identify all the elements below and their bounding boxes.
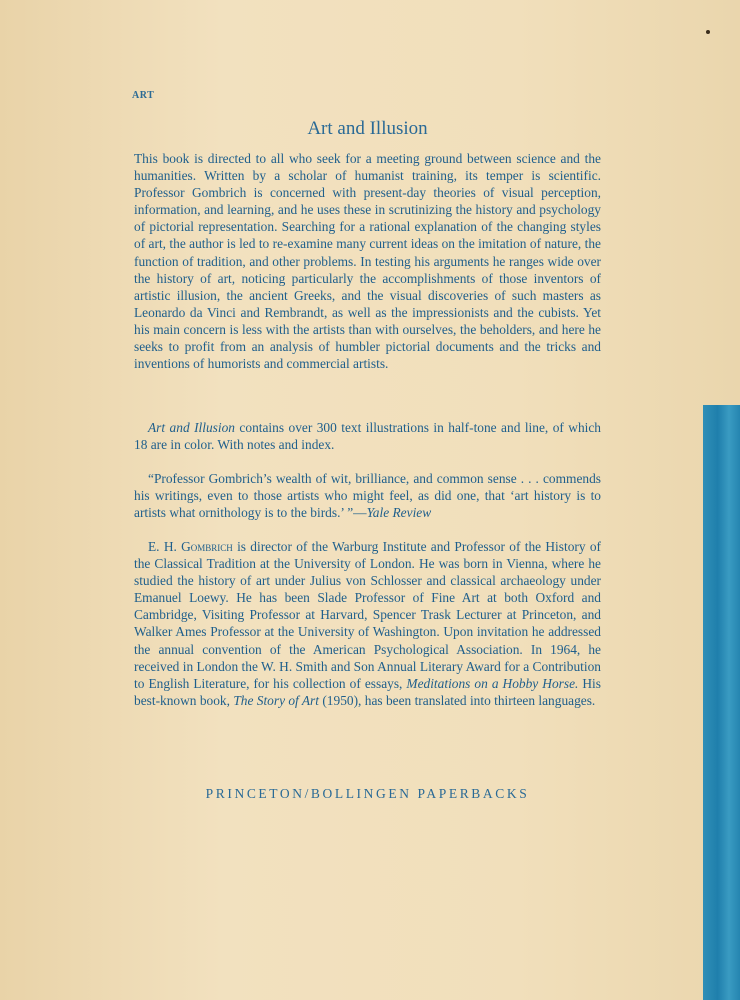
book-description: This book is directed to all who seek for a meeting ground between science and the humanities. Written by a scholar of humanist training, its temper is scientific. Professor Gombrich is concerned with present-day theories of visual perception, information, and learning, and he uses these in scrutinizing the history and psychology of pictorial representation. Searching for a rational explanation of the changing styles of art, the author is led to re-examine many current ideas on the imitation of nature, the function of tradition, and other problems. In testing his arguments he ranges wide over the history of art, noticing particularly the accomplishments of those inventors of artistic illusion, the ancient Greeks, and the visual discoveries of such masters as Leonardo da Vinci and Rembrandt, as well as the impressionists and the cubists. Yet his main concern is less with the artists than with ourselves, the beholders, and here he seeks to profit from an analysis of humbler pictorial documents and the tricks and inventions of humorists and commercial artists. (134, 151, 601, 372)
contents-book-title: Art and Illusion (148, 420, 235, 435)
quote-text: “Professor Gombrich’s wealth of wit, brilliance, and common sense . . . commends his writings, even to those artists who might feel, as did one, that ‘art history is to artists what ornithology is to the birds.’ ”— (134, 471, 601, 521)
author-bio (134, 538, 601, 709)
author-name: E. H. Gombrich (148, 539, 233, 554)
bio-book-1: Meditations on a Hobby Horse. (406, 675, 579, 691)
bio-book-2: The Story of Art (233, 692, 319, 708)
bio-text-1: is director of the Warburg Institute and Professor of the History of the Classical Tradition at the University of London. He was born in Vienna, where he studied the history of art under Julius von Schlosser and classical archaeology under Emanuel Loewy. He has been Slade Professor of Fine Art at both Oxford and Cambridge, Visiting Professor at Harvard, Spencer Trask Lecturer at Princeton, and Walker Ames Professor at the University of Washington. Upon invitation he addressed the annual convention of the American Psychological Association. In 1964, he received in London the W. H. Smith and Son Annual Literary Award for a Contribution to English Literature, for his collection of essays, (134, 539, 601, 691)
paper-speck (706, 30, 710, 34)
publisher-imprint: PRINCETON/BOLLINGEN PAPERBACKS (205, 786, 530, 801)
quote-source: Yale Review (366, 505, 432, 521)
contents-text: contains over 300 text illustrations in half-tone and line, of which 18 are in color. With notes and index. (134, 420, 602, 453)
category-label: ART (132, 90, 155, 101)
book-title: Art and Illusion (307, 118, 428, 139)
bio-text-2: His best-known book, (134, 675, 601, 708)
cover-color-stripe (703, 405, 740, 1000)
bio-text-3: (1950), has been translated into thirteen languages. (319, 692, 596, 708)
review-quote (134, 470, 601, 521)
contents-note (134, 419, 601, 453)
